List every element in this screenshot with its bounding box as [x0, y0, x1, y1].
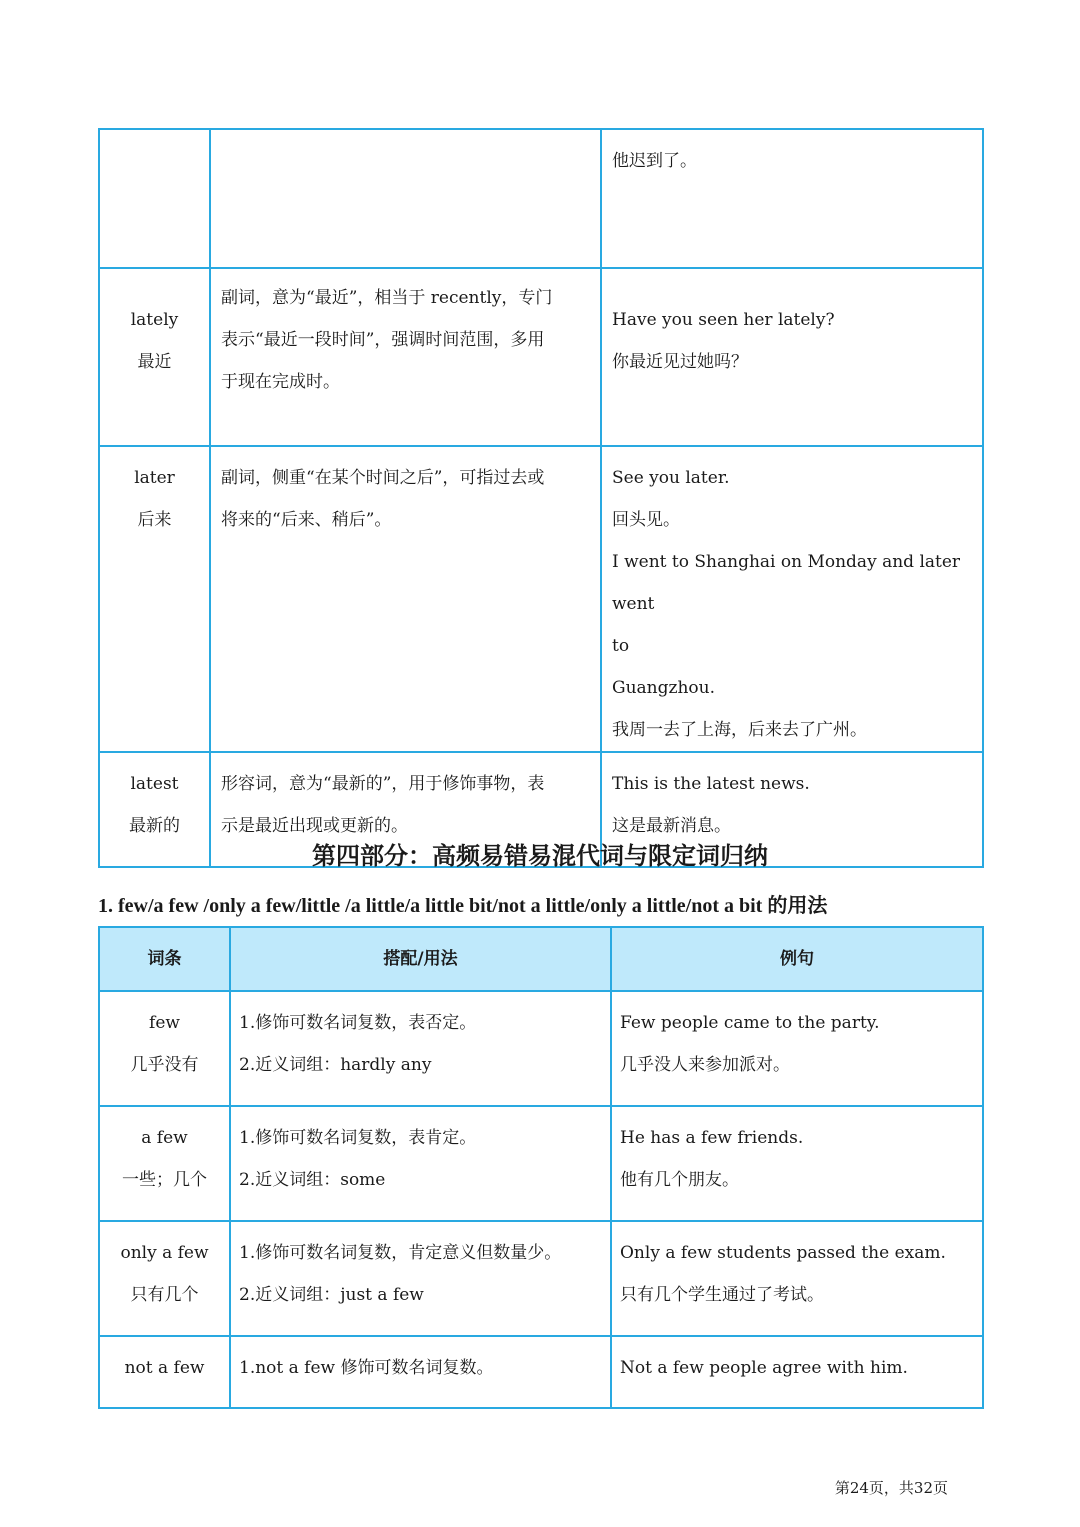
usage-line: 表示“最近一段时间”，强调时间范围，多用	[221, 330, 545, 350]
example-line: 只有几个学生通过了考试。	[620, 1285, 824, 1305]
word-cell	[99, 1221, 230, 1336]
word-text: latest	[130, 774, 179, 794]
header-example: 例句	[611, 927, 983, 991]
example-cell	[611, 991, 983, 1106]
example-cell	[601, 446, 983, 752]
word-cell	[99, 1336, 230, 1408]
table-row	[99, 1336, 983, 1408]
example-line: This is the latest news.	[612, 774, 810, 794]
example-cell	[601, 129, 983, 268]
usage-cell	[210, 129, 601, 268]
usage-cell	[230, 1106, 611, 1221]
word-text: lately	[130, 310, 179, 330]
example-line: 这是最新消息。	[612, 816, 731, 836]
word-text: only a few	[120, 1243, 209, 1263]
usage-line: 2.近义词组：just a few	[239, 1285, 424, 1305]
word-meaning: 后来	[137, 510, 172, 530]
usage-line: 2.近义词组：hardly any	[239, 1055, 432, 1075]
word-meaning: 最新的	[129, 816, 180, 836]
word-text: few	[149, 1013, 180, 1033]
usage-line: 1.修饰可数名词复数，表否定。	[239, 1013, 477, 1033]
usage-line: 于现在完成时。	[221, 372, 340, 392]
example-line: See you later.	[612, 468, 730, 488]
example-line: Not a few people agree with him.	[620, 1358, 908, 1378]
example-line: 几乎没人来参加派对。	[620, 1055, 790, 1075]
example-line: 你最近见过她吗？	[612, 352, 748, 372]
word-text: a few	[141, 1128, 188, 1148]
example-line: Few people came to the party.	[620, 1013, 880, 1033]
subsection-title: 1. few/a few /only a few/little /a little/a little bit/not a little/only a little/not a bit 的用法	[98, 895, 828, 917]
usage-line: 副词，意为“最近”，相当于 recently，专门	[221, 288, 553, 308]
usage-cell	[210, 446, 601, 752]
word-cell	[99, 268, 210, 446]
table-row	[99, 446, 983, 752]
example-line: 我周一去了上海，后来去了广州。	[612, 720, 867, 740]
usage-cell	[230, 1221, 611, 1336]
section-title: 第四部分：高频易错易混代词与限定词归纳	[312, 842, 768, 870]
example-cell	[601, 268, 983, 446]
page-number: 第24页，共32页	[834, 1479, 948, 1497]
table-row	[99, 1221, 983, 1336]
usage-line: 示是最近出现或更新的。	[221, 816, 408, 836]
example-cell	[611, 1106, 983, 1221]
example-line: 他有几个朋友。	[620, 1170, 739, 1190]
word-text: later	[134, 468, 175, 488]
usage-cell	[230, 1336, 611, 1408]
table-row	[99, 991, 983, 1106]
few-little-usage-table	[98, 926, 984, 1409]
usage-line: 1.not a few 修饰可数名词复数。	[239, 1358, 494, 1378]
example-cell	[611, 1221, 983, 1336]
table-row	[99, 1106, 983, 1221]
usage-line: 将来的“后来、稍后”。	[221, 510, 392, 530]
example-line: He has a few friends.	[620, 1128, 804, 1148]
word-cell	[99, 1106, 230, 1221]
example-line: to	[612, 636, 630, 656]
header-entry: 词条	[99, 927, 230, 991]
word-cell	[99, 129, 210, 268]
table-row	[99, 268, 983, 446]
usage-cell	[230, 991, 611, 1106]
usage-line: 1.修饰可数名词复数，肯定意义但数量少。	[239, 1243, 562, 1263]
word-cell	[99, 991, 230, 1106]
example-line: Only a few students passed the exam.	[620, 1243, 946, 1263]
word-meaning: 一些；几个	[122, 1170, 207, 1190]
example-line: I went to Shanghai on Monday and later went	[612, 552, 961, 614]
example-line: 他迟到了。	[612, 151, 697, 171]
usage-line: 副词，侧重“在某个时间之后”，可指过去或	[221, 468, 545, 488]
table-header-row	[99, 927, 983, 991]
word-text: not a few	[124, 1358, 205, 1378]
word-meaning: 几乎没有	[130, 1055, 199, 1075]
word-meaning: 最近	[137, 352, 172, 372]
usage-cell	[210, 268, 601, 446]
example-line: 回头见。	[612, 510, 680, 530]
example-line: Have you seen her lately?	[612, 310, 835, 330]
table-row	[99, 129, 983, 268]
usage-line: 2.近义词组：some	[239, 1170, 386, 1190]
header-usage: 搭配/用法	[230, 927, 611, 991]
word-cell	[99, 446, 210, 752]
usage-line: 1.修饰可数名词复数，表肯定。	[239, 1128, 477, 1148]
example-cell	[611, 1336, 983, 1408]
word-meaning: 只有几个	[130, 1285, 199, 1305]
word-comparison-table-continued	[98, 128, 984, 868]
example-line: Guangzhou.	[612, 678, 715, 698]
usage-line: 形容词，意为“最新的”，用于修饰事物，表	[221, 774, 545, 794]
